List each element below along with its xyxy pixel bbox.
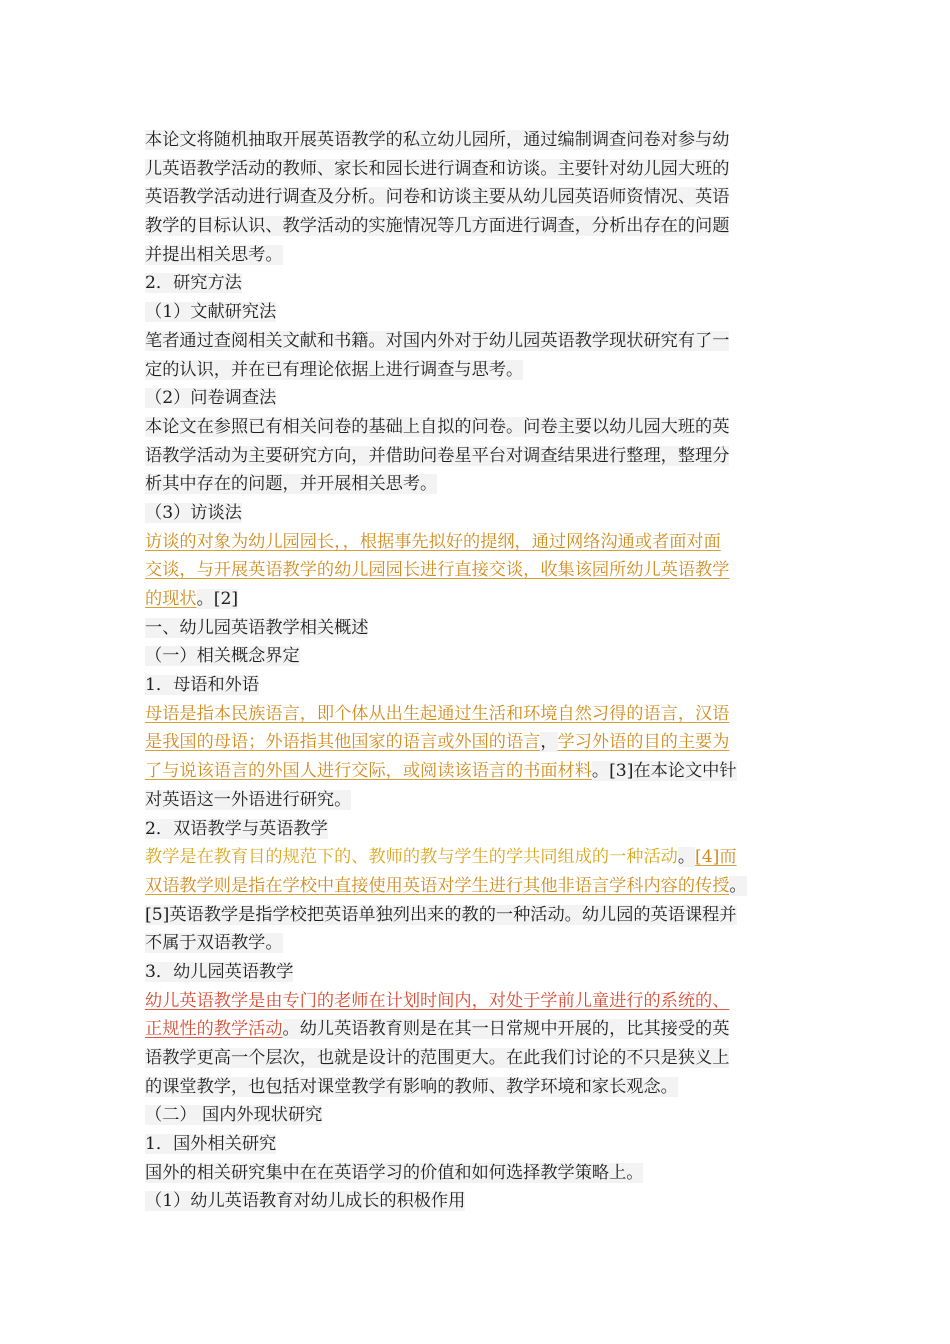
citation-link[interactable]: 学习外语的目的主要为 bbox=[557, 732, 730, 753]
paragraph-line: 语教学活动为主要研究方向，并借助问卷星平台对调查结果进行整理，整理分 bbox=[145, 445, 730, 466]
paragraph-line: 对英语这一外语进行研究。 bbox=[145, 789, 352, 810]
citation-link[interactable]: 访谈的对象为幼儿园园长，，根据事先拟好的提纲，通过网络沟通或者面对面 bbox=[145, 531, 721, 552]
paragraph-line: 的课堂教学，也包括对课堂教学有影响的教师、教学环境和家长观念。 bbox=[145, 1076, 678, 1097]
cited-passage-line bbox=[145, 987, 810, 1016]
cited-passage-line: 的现状。[2] bbox=[145, 589, 239, 609]
cited-passage-line bbox=[145, 528, 810, 557]
citation-link[interactable]: 的现状 bbox=[145, 589, 197, 609]
paragraph-line: [5]英语教学是指学校把英语单独列出来的教的一种活动。幼儿园的英语课程并 bbox=[145, 904, 737, 925]
paragraph-line: 国外的相关研究集中在在英语学习的价值和如何选择教学策略上。 bbox=[145, 1162, 644, 1183]
section-heading: 3．幼儿园英语教学 bbox=[145, 961, 294, 982]
subsection-heading: （2）问卷调查法 bbox=[145, 388, 277, 409]
chapter-heading: 一、幼儿园英语教学相关概述 bbox=[145, 617, 369, 638]
citation-link[interactable]: 是我国的母语；外语指其他国家的语言或外国的语言 bbox=[145, 732, 541, 753]
section-heading: 2．研究方法 bbox=[145, 273, 242, 294]
citation-link[interactable]: 母语是指本民族语言，即个体从出生起通过生活和环境自然习得的语言，汉语 bbox=[145, 703, 730, 724]
cited-passage-line bbox=[145, 556, 810, 585]
cited-passage-line: 是我国的母语；外语指其他国家的语言或外国的语言，学习外语的目的主要为 bbox=[145, 732, 730, 753]
paragraph-line: 语教学更高一个层次，也就是设计的范围更大。在此我们讨论的不只是狭义上 bbox=[145, 1048, 730, 1068]
citation-link[interactable]: 幼儿英语教学是由专门的老师在计划时间内，对处于学前儿童进行的系统的、 bbox=[145, 990, 730, 1011]
subsection-heading: （二） 国内外现状研究 bbox=[145, 1105, 323, 1126]
section-heading: 1．国外相关研究 bbox=[145, 1134, 277, 1155]
paragraph-line: 本论文将随机抽取开展英语教学的私立幼儿园所，通过编制调查问卷对参与幼 bbox=[145, 130, 730, 150]
paragraph-line: 并提出相关思考。 bbox=[145, 244, 283, 265]
cited-passage-line bbox=[145, 700, 810, 729]
highlighted-passage: 教学是在教育目的规范下的、教师的教与学生的学共同组成的一种活动 bbox=[145, 847, 678, 868]
cited-passage-line: 了与说该语言的外国人进行交际，或阅读该语言的书面材料。[3]在本论文中针 bbox=[145, 761, 737, 782]
paragraph-line: 不属于双语教学。 bbox=[145, 933, 283, 954]
paragraph-line: 定的认识，并在已有理论依据上进行调查与思考。 bbox=[145, 359, 524, 380]
subsection-heading: （1）文献研究法 bbox=[145, 302, 277, 323]
paragraph-line: 笔者通过查阅相关文献和书籍。对国内外对于幼儿园英语教学现状研究有了一 bbox=[145, 330, 730, 351]
document-body bbox=[145, 126, 810, 1216]
cited-passage-line: 教学是在教育目的规范下的、教师的教与学生的学共同组成的一种活动。[4]而 bbox=[145, 847, 737, 868]
citation-link[interactable]: [4]而 bbox=[695, 847, 737, 868]
paragraph-line: 本论文在参照已有相关问卷的基础上自拟的问卷。问卷主要以幼儿园大班的英 bbox=[145, 416, 730, 437]
citation-link[interactable]: 正规性的教学活动 bbox=[145, 1019, 283, 1040]
paragraph-line: 教学的目标认识、教学活动的实施情况等几方面进行调查，分析出存在的问题 bbox=[145, 216, 730, 237]
cited-passage-line: 正规性的教学活动。幼儿英语教育则是在其一日常规中开展的，比其接受的英 bbox=[145, 1019, 730, 1040]
section-heading: 1．母语和外语 bbox=[145, 675, 260, 696]
paragraph-line: 儿英语教学活动的教师、家长和园长进行调查和访谈。主要针对幼儿园大班的 bbox=[145, 158, 730, 179]
section-heading: 2．双语教学与英语教学 bbox=[145, 818, 328, 839]
paragraph-line: 英语教学活动进行调查及分析。问卷和访谈主要从幼儿园英语师资情况、英语 bbox=[145, 187, 730, 208]
citation-link[interactable]: 双语教学则是指在学校中直接使用英语对学生进行其他非语言学科内容的传授 bbox=[145, 875, 730, 896]
citation-link[interactable]: 交谈，与开展英语教学的幼儿园园长进行直接交谈，收集该园所幼儿英语教学 bbox=[145, 560, 730, 581]
subsection-heading: （一）相关概念界定 bbox=[145, 646, 300, 667]
subsection-heading: （3）访谈法 bbox=[145, 502, 242, 523]
cited-passage-line: 双语教学则是指在学校中直接使用英语对学生进行其他非语言学科内容的传授。 bbox=[145, 875, 747, 896]
subsection-heading: （1）幼儿英语教育对幼儿成长的积极作用 bbox=[145, 1191, 466, 1212]
citation-link[interactable]: 了与说该语言的外国人进行交际，或阅读该语言的书面材料 bbox=[145, 761, 592, 782]
paragraph-line: 析其中存在的问题，并开展相关思考。 bbox=[145, 474, 438, 495]
